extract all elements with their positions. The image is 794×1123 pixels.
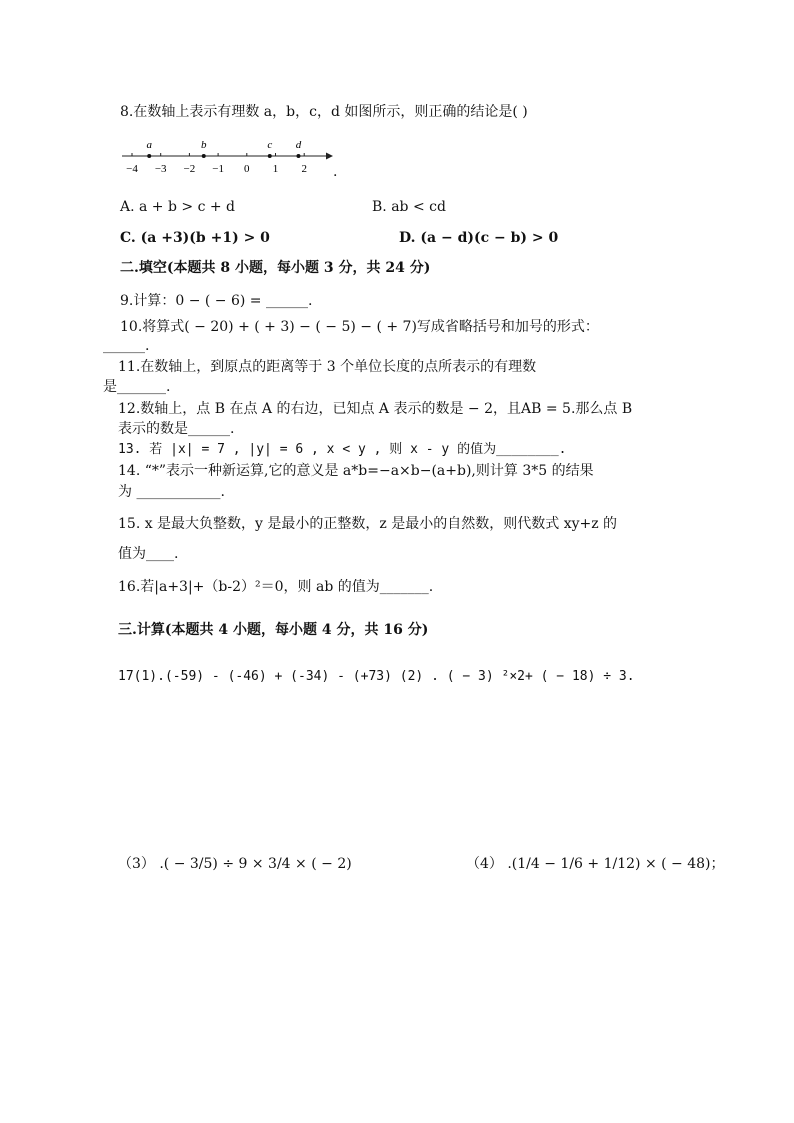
number-line-period: .	[333, 164, 338, 180]
section-3-heading: 三.计算(本题共 4 小题，每小题 4 分，共 16 分)	[118, 622, 429, 638]
number-line-tick-label: −4	[126, 163, 138, 175]
number-line-point-label: a	[146, 139, 152, 151]
number-line-point-label: d	[295, 139, 302, 151]
question-17-part-4: （4） .(1/4 − 1/6 + 1/12) × ( − 48)；	[466, 856, 725, 872]
question-10-line2: ______.	[103, 338, 150, 354]
number-line-point-c	[268, 154, 272, 158]
number-line-tick-label: −2	[183, 163, 196, 175]
question-14-line1: 14. “*”表示一种新运算,它的意义是 a*b=−a×b−(a+b),则计算 3*5 的结果	[118, 463, 594, 479]
number-line-point-label: c	[267, 139, 273, 151]
number-line-tick-label: 1	[272, 163, 279, 175]
question-10-line1: 10.将算式( − 20) + ( + 3) − ( − 5) − ( + 7)写成省略括号和加号的形式：	[120, 319, 599, 335]
question-12-line2: 表示的数是______.	[118, 421, 235, 437]
number-line-arrow-icon	[326, 153, 333, 160]
question-11-line1: 11.在数轴上，到原点的距离等于 3 个单位长度的点所表示的有理数	[118, 359, 537, 375]
question-14-line2: 为 ____________.	[118, 484, 225, 500]
number-line-tick-label: −1	[212, 163, 224, 175]
question-9: 9.计算：0 − ( − 6) = ______.	[120, 293, 313, 309]
question-17-part-3: （3） .( − 3/5) ÷ 9 × 3/4 × ( − 2)	[118, 856, 352, 872]
q8-option-c: C. (a +3)(b +1) > 0	[120, 230, 270, 246]
question-15-line2: 值为____.	[118, 546, 179, 562]
q8-option-b: B. ab < cd	[372, 199, 446, 215]
question-17-parts-1-2: 17(1).(-59) - (-46) + (-34) - (+73) (2) . ( − 3) ²×2+ ( − 18) ÷ 3.	[118, 669, 635, 684]
q8-option-d: D. (a − d)(c − b) > 0	[399, 230, 559, 246]
number-line-point-b	[202, 154, 206, 158]
q8-stem: 8.在数轴上表示有理数 a，b，c，d 如图所示，则正确的结论是( )	[120, 104, 528, 120]
number-line-point-label: b	[201, 139, 207, 151]
question-16: 16.若|a+3|+（b-2）²＝0，则 ab 的值为_______.	[118, 579, 434, 595]
question-15-line1: 15. x 是最大负整数，y 是最小的正整数，z 是最小的自然数，则代数式 xy+z 的	[118, 516, 618, 532]
number-line	[118, 134, 348, 180]
number-line-point-a	[147, 154, 151, 158]
number-line-tick-label: −3	[154, 163, 167, 175]
question-11-line2: 是_______.	[103, 379, 171, 395]
number-line-tick-label: 0	[244, 163, 250, 175]
question-12-line1: 12.数轴上，点 B 在点 A 的右边，已知点 A 表示的数是 − 2，且AB = 5.那么点 B	[118, 401, 633, 417]
number-line-point-d	[296, 154, 300, 158]
number-line-tick-label: 2	[301, 163, 307, 175]
q8-option-a: A. a + b > c + d	[120, 199, 236, 215]
section-2-heading: 二.填空(本题共 8 小题，每小题 3 分，共 24 分)	[120, 260, 431, 276]
question-13: 13. 若 |x| = 7 , |y| = 6 , x < y , 则 x - y 的值为________.	[118, 442, 567, 457]
